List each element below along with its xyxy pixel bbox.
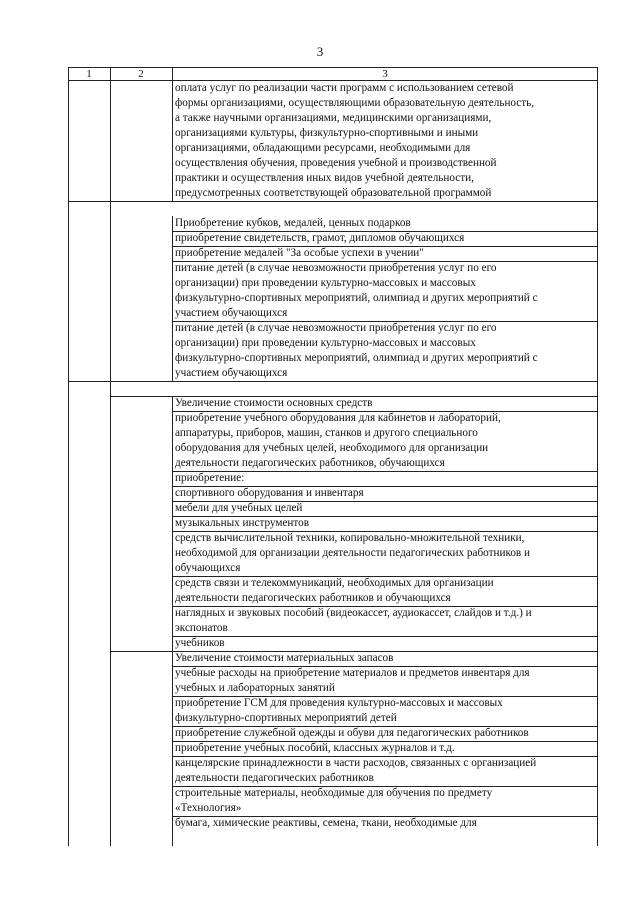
item-text-line: участием обучающихся xyxy=(175,307,288,319)
item-text-line: строительные материалы, необходимые для обучения по предмету xyxy=(175,787,493,799)
item-text-line: физкультурно-спортивных мероприятий, олимпиад и других мероприятий с xyxy=(175,292,538,304)
page-number: 3 xyxy=(316,44,324,59)
item-text-line: физкультурно-спортивных мероприятий детей xyxy=(175,712,397,724)
column-divider-2 xyxy=(172,81,173,201)
item-text-line: приобретение медалей "За особые успехи в учении" xyxy=(175,247,424,259)
header-col-3: 3 xyxy=(382,68,388,80)
item-text-line: предусмотренных соответствующей образовательной программой xyxy=(175,187,492,199)
item-text-line: организациями, обладающими ресурсами, необходимыми для xyxy=(175,142,471,154)
section-divider xyxy=(69,381,597,382)
column-divider-1 xyxy=(110,68,111,846)
item-text-line: учебные расходы на приобретение материалов и предметов инвентаря для xyxy=(175,667,530,679)
item-text-line: спортивного оборудования и инвентаря xyxy=(175,487,364,499)
column-divider-2 xyxy=(172,216,173,381)
item-text-line: формы организациями, осуществляющими образовательную деятельность, xyxy=(175,97,535,109)
item-text-line: участием обучающихся xyxy=(175,367,288,379)
item-text-line: бумага, химические реактивы, семена, ткани, необходимые для xyxy=(175,817,477,829)
item-text-line: приобретение служебной одежды и обуви для педагогических работников xyxy=(175,727,529,739)
item-text-line: аппаратуры, приборов, машин, станков и другого специального xyxy=(175,427,478,439)
item-text-line: Приобретение кубков, медалей, ценных подарков xyxy=(175,217,411,229)
item-text-line: приобретение свидетельств, грамот, дипломов обучающихся xyxy=(175,232,465,244)
item-text-line: музыкальных инструментов xyxy=(175,517,310,529)
header-col-1: 1 xyxy=(86,68,92,80)
item-text-line: организациями культуры, физкультурно-спортивными и иными xyxy=(175,127,479,139)
item-text-line: организации) при проведении культурно-массовых и массовых xyxy=(175,337,476,349)
item-text-line: мебели для учебных целей xyxy=(175,502,303,514)
header-col-2: 2 xyxy=(138,68,144,80)
item-text-line: практики и осуществления иных видов учебной деятельности, xyxy=(175,172,474,184)
item-text-line: Увеличение стоимости материальных запасов xyxy=(175,652,394,664)
item-text-line: оплата услуг по реализации части программ с использованием сетевой xyxy=(175,82,514,94)
column-divider-2 xyxy=(172,396,173,846)
item-text-line: приобретение: xyxy=(175,472,245,484)
item-text-line: приобретение учебных пособий, классных журналов и т.д. xyxy=(175,742,455,754)
expense-table xyxy=(68,67,598,846)
item-text-line: необходимой для организации деятельности педагогических работников и xyxy=(175,547,530,559)
item-text-line: «Технология» xyxy=(175,802,242,814)
item-text-line: приобретение ГСМ для проведения культурно-массовых и массовых xyxy=(175,697,503,709)
item-text-line: физкультурно-спортивных мероприятий, олимпиад и других мероприятий с xyxy=(175,352,538,364)
item-text-line: деятельности педагогических работников и обучающихся xyxy=(175,592,451,604)
row-divider xyxy=(69,201,597,202)
item-text-line: средств связи и телекоммуникаций, необходимых для организации xyxy=(175,577,494,589)
item-text-line: приобретение учебного оборудования для кабинетов и лабораторий, xyxy=(175,412,501,424)
item-text-line: канцелярские принадлежности в части расходов, связанных с организацией xyxy=(175,757,537,769)
item-text-line: оборудования для учебных целей, необходимого для организации xyxy=(175,442,489,454)
item-text-line: деятельности педагогических работников, обучающихся xyxy=(175,457,445,469)
item-text-line: деятельности педагогических работников xyxy=(175,772,374,784)
column-divider-2-header xyxy=(172,68,173,80)
item-text-line: питание детей (в случае невозможности приобретения услуг по его xyxy=(175,262,497,274)
item-text-line: питание детей (в случае невозможности приобретения услуг по его xyxy=(175,322,497,334)
item-text-line: Увеличение стоимости основных средств xyxy=(175,397,373,409)
item-text-line: осуществления обучения, проведения учебной и производственной xyxy=(175,157,497,169)
item-text-line: средств вычислительной техники, копировально-множительной техники, xyxy=(175,532,525,544)
item-text-line: наглядных и звуковых пособий (видеокассет, аудиокассет, слайдов и т.д.) и xyxy=(175,607,532,619)
item-text-line: а также научными организациями, медицинскими организациями, xyxy=(175,112,492,124)
item-text-line: обучающихся xyxy=(175,562,241,574)
item-text-line: учебных и лабораторных занятий xyxy=(175,682,335,694)
item-text-line: организации) при проведении культурно-массовых и массовых xyxy=(175,277,476,289)
item-text-line: экспонатов xyxy=(175,622,228,634)
item-text-line: учебников xyxy=(175,637,225,649)
